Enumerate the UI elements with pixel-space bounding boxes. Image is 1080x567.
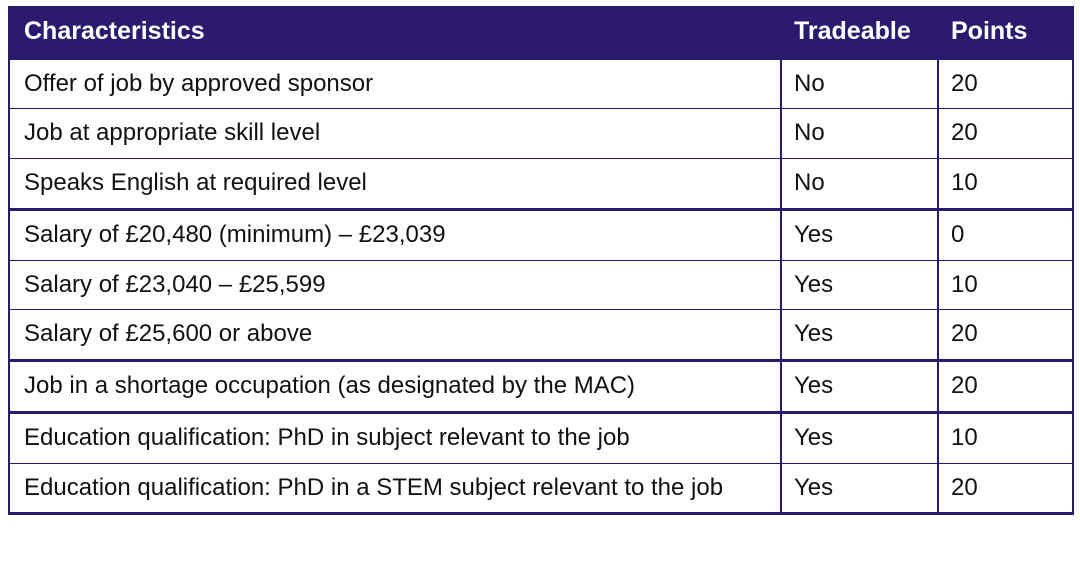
cell-points: 10: [938, 159, 1073, 210]
cell-characteristic: Speaks English at required level: [9, 159, 781, 210]
cell-points: 10: [938, 260, 1073, 310]
table-row: [9, 109, 1073, 159]
cell-characteristic: Education qualification: PhD in a STEM subject relevant to the job: [9, 463, 781, 514]
cell-tradeable: No: [781, 159, 938, 210]
table-row: [9, 159, 1073, 210]
table-header-row: [9, 7, 1073, 59]
cell-points: 20: [938, 59, 1073, 109]
cell-characteristic: Offer of job by approved sponsor: [9, 59, 781, 109]
column-header-tradeable: Tradeable: [781, 7, 938, 59]
table-row: [9, 59, 1073, 109]
cell-characteristic: Job at appropriate skill level: [9, 109, 781, 159]
cell-tradeable: No: [781, 109, 938, 159]
table-body: [9, 59, 1073, 514]
cell-tradeable: Yes: [781, 361, 938, 413]
cell-characteristic: Salary of £20,480 (minimum) – £23,039: [9, 209, 781, 260]
cell-points: 20: [938, 310, 1073, 361]
cell-tradeable: Yes: [781, 463, 938, 514]
cell-tradeable: Yes: [781, 310, 938, 361]
column-header-points: Points: [938, 7, 1073, 59]
cell-points: 20: [938, 463, 1073, 514]
cell-characteristic: Job in a shortage occupation (as designated by the MAC): [9, 361, 781, 413]
table-row: [9, 361, 1073, 413]
table-row: [9, 463, 1073, 514]
cell-tradeable: Yes: [781, 260, 938, 310]
cell-characteristic: Education qualification: PhD in subject relevant to the job: [9, 412, 781, 463]
table-row: [9, 209, 1073, 260]
table-header: [9, 7, 1073, 59]
table-row: [9, 412, 1073, 463]
table-row: [9, 260, 1073, 310]
table-row: [9, 310, 1073, 361]
cell-tradeable: Yes: [781, 209, 938, 260]
cell-points: 20: [938, 361, 1073, 413]
cell-characteristic: Salary of £23,040 – £25,599: [9, 260, 781, 310]
cell-tradeable: No: [781, 59, 938, 109]
cell-characteristic: Salary of £25,600 or above: [9, 310, 781, 361]
cell-points: 20: [938, 109, 1073, 159]
cell-points: 0: [938, 209, 1073, 260]
immigration-points-table: [8, 6, 1074, 515]
cell-tradeable: Yes: [781, 412, 938, 463]
column-header-characteristics: Characteristics: [9, 7, 781, 59]
cell-points: 10: [938, 412, 1073, 463]
